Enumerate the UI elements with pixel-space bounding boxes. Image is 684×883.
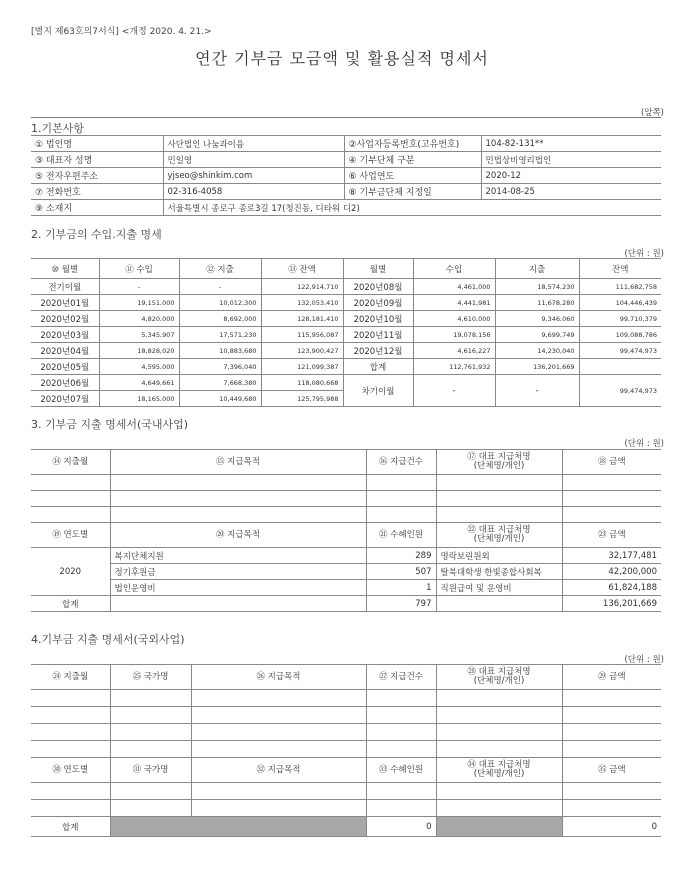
page-side-label: (앞쪽) — [640, 108, 664, 118]
header-row — [31, 259, 661, 279]
empty-row — [31, 491, 661, 507]
table-cell — [562, 707, 661, 724]
table-cell — [562, 800, 661, 817]
table-row — [31, 375, 661, 391]
field-label: ⑥ 사업연도 — [344, 168, 481, 184]
table-cell — [110, 507, 366, 523]
recipient-cell: 명락보린원외 — [436, 548, 562, 564]
amount-cell: 5,345,907 — [99, 327, 179, 343]
amount-cell: 7,396,040 — [179, 359, 261, 375]
section1-title: 1.기본사항 — [31, 122, 84, 135]
month-cell: 2020년03월 — [31, 327, 99, 343]
count-cell: 289 — [366, 548, 436, 564]
carry-balance: 99,474,973 — [579, 375, 661, 407]
table-cell — [31, 491, 110, 507]
amount-cell: 10,883,680 — [179, 343, 261, 359]
table-cell — [562, 724, 661, 741]
amount-cell: 8,692,000 — [179, 311, 261, 327]
total-label: 합계 — [31, 817, 110, 837]
table-row — [31, 295, 661, 311]
table-cell — [436, 596, 562, 612]
amount-cell: 121,099,387 — [261, 359, 343, 375]
section4-unit: (단위 : 원) — [624, 655, 664, 665]
month-cell: 합계 — [343, 359, 413, 375]
recipient-cell: 탈북대학생 한빛종합사회복 — [436, 564, 562, 580]
header-line: (단체명/개인) — [473, 769, 525, 779]
section3-unit: (단위 : 원) — [624, 439, 664, 449]
section2-title: 2. 기부금의 수입.지출 명세 — [31, 228, 162, 241]
column-header: ⑫ 지출 — [179, 259, 261, 279]
table-cell — [191, 724, 366, 741]
empty-row — [31, 690, 661, 707]
table-cell — [191, 707, 366, 724]
month-cell: 2020년11월 — [343, 327, 413, 343]
amount-cell: 7,668,380 — [179, 375, 261, 391]
table-row — [31, 279, 661, 295]
header-line: (단체명/개인) — [473, 461, 525, 471]
column-header: ㉜ 지급목적 — [191, 758, 366, 783]
column-header: ㉙ 금액 — [562, 665, 661, 690]
column-header: 수입 — [413, 259, 495, 279]
column-header: ㉑ 수혜인원 — [366, 523, 436, 548]
column-header — [436, 450, 562, 475]
column-header: ㉚ 연도별 — [31, 758, 110, 783]
section3-title: 3. 기부금 지출 명세서(국내사업) — [31, 418, 189, 431]
column-header: 잔액 — [579, 259, 661, 279]
amount-cell: 111,682,758 — [579, 279, 661, 295]
table-cell — [191, 741, 366, 758]
empty-row — [31, 800, 661, 817]
recipient-cell: 직원급여 및 운영비 — [436, 580, 562, 596]
column-header: ㉕ 국가명 — [110, 665, 191, 690]
column-header: ㉛ 국가명 — [110, 758, 191, 783]
column-header: ⑮ 지급목적 — [110, 450, 366, 475]
month-cell: 2020년01월 — [31, 295, 99, 311]
purpose-cell: 법인운영비 — [110, 580, 366, 596]
column-header: ⑪ 수입 — [99, 259, 179, 279]
amount-cell: 14,230,040 — [495, 343, 579, 359]
table-cell — [110, 475, 366, 491]
amount-cell: 32,177,481 — [562, 548, 661, 564]
month-cell: 2020년02월 — [31, 311, 99, 327]
table-cell — [366, 741, 436, 758]
table-cell — [366, 475, 436, 491]
month-cell: 2020년08월 — [343, 279, 413, 295]
month-cell: 2020년04월 — [31, 343, 99, 359]
amount-cell: 18,165,000 — [99, 391, 179, 407]
table-cell — [31, 690, 110, 707]
table-row — [31, 343, 661, 359]
field-label: ⑤ 전자우편주소 — [31, 168, 163, 184]
table-cell — [31, 741, 110, 758]
column-header: ㉖ 지급목적 — [191, 665, 366, 690]
empty-row — [31, 507, 661, 523]
document-title: 연간 기부금 모금액 및 활용실적 명세서 — [195, 49, 489, 68]
amount-cell: 136,201,669 — [495, 359, 579, 375]
amount-cell: 4,595,000 — [99, 359, 179, 375]
income-expense-table — [31, 258, 661, 407]
amount-cell: 4,461,000 — [413, 279, 495, 295]
field-label: ③ 대표자 성명 — [31, 152, 163, 168]
table-cell — [436, 690, 562, 707]
amount-cell: 17,571,230 — [179, 327, 261, 343]
count-cell: 507 — [366, 564, 436, 580]
header-row — [31, 758, 661, 783]
table-cell — [31, 507, 110, 523]
amount-cell: 122,914,710 — [261, 279, 343, 295]
section4-title: 4.기부금 지출 명세서(국외사업) — [31, 633, 185, 646]
column-header: 지출 — [495, 259, 579, 279]
table-cell — [436, 800, 562, 817]
field-value: 민법상비영리법인 — [481, 152, 661, 168]
column-header — [436, 758, 562, 783]
form-number: [별지 제63호의7서식] <개정 2020. 4. 21.> — [31, 27, 212, 37]
amount-cell: 4,616,227 — [413, 343, 495, 359]
amount-cell: 4,820,000 — [99, 311, 179, 327]
month-cell: 전기이월 — [31, 279, 99, 295]
info-row — [31, 184, 661, 200]
table-cell — [562, 507, 661, 523]
domestic-expense-table — [31, 449, 661, 612]
amount-cell: - — [179, 279, 261, 295]
column-header: ⑳ 지급목적 — [110, 523, 366, 548]
empty-row — [31, 783, 661, 800]
header-line: (단체명/개인) — [473, 534, 525, 544]
table-cell — [366, 690, 436, 707]
table-row — [31, 548, 661, 564]
table-cell — [31, 800, 110, 817]
table-cell — [436, 741, 562, 758]
table-cell — [366, 491, 436, 507]
table-cell — [31, 783, 110, 800]
section2-unit: (단위 : 원) — [624, 249, 664, 259]
column-header: ⑩ 월별 — [31, 259, 99, 279]
total-amount: 136,201,669 — [562, 596, 661, 612]
table-cell — [436, 724, 562, 741]
month-cell: 2020년06월 — [31, 375, 99, 391]
table-cell — [436, 507, 562, 523]
field-value: 2020-12 — [481, 168, 661, 184]
amount-cell: 99,710,379 — [579, 311, 661, 327]
amount-cell: 4,610,000 — [413, 311, 495, 327]
field-label: ① 법인명 — [31, 136, 163, 152]
empty-row — [31, 707, 661, 724]
amount-cell: 18,828,020 — [99, 343, 179, 359]
amount-cell: 118,080,668 — [261, 375, 343, 391]
field-value: 2014-08-25 — [481, 184, 661, 200]
basic-info-table — [31, 135, 661, 216]
purpose-cell: 복지단체지원 — [110, 548, 366, 564]
column-header: ⑭ 지출월 — [31, 450, 110, 475]
amount-cell: 4,441,981 — [413, 295, 495, 311]
table-cell — [366, 724, 436, 741]
column-header — [436, 523, 562, 548]
table-row — [31, 580, 661, 596]
amount-cell: - — [99, 279, 179, 295]
info-row — [31, 152, 661, 168]
table-cell — [110, 707, 191, 724]
total-row — [31, 817, 661, 837]
total-amount: 0 — [562, 817, 661, 837]
top-rule — [31, 117, 661, 118]
table-row — [31, 564, 661, 580]
header-row — [31, 523, 661, 548]
month-cell: 2020년10월 — [343, 311, 413, 327]
address-label: ⑨ 소재지 — [31, 200, 163, 216]
month-cell: 2020년09월 — [343, 295, 413, 311]
total-count: 797 — [366, 596, 436, 612]
amount-cell: 19,151,000 — [99, 295, 179, 311]
table-cell — [110, 800, 191, 817]
header-line: (단체명/개인) — [473, 676, 525, 686]
table-cell — [436, 475, 562, 491]
amount-cell: 123,900,427 — [261, 343, 343, 359]
column-header: ㉟ 금액 — [562, 758, 661, 783]
amount-cell: 19,078,156 — [413, 327, 495, 343]
column-header: ㉝ 수혜인원 — [366, 758, 436, 783]
table-cell — [562, 475, 661, 491]
field-value: 사단법인 나눔과이음 — [163, 136, 344, 152]
table-cell — [31, 724, 110, 741]
table-cell — [562, 783, 661, 800]
column-header: ㉔ 지출월 — [31, 665, 110, 690]
table-cell — [191, 690, 366, 707]
amount-cell: 109,088,786 — [579, 327, 661, 343]
table-cell — [366, 783, 436, 800]
total-row — [31, 596, 661, 612]
table-cell — [110, 491, 366, 507]
info-row — [31, 136, 661, 152]
table-cell — [562, 491, 661, 507]
amount-cell: 18,574,230 — [495, 279, 579, 295]
table-cell — [110, 724, 191, 741]
field-value: 민일영 — [163, 152, 344, 168]
amount-cell: 125,795,988 — [261, 391, 343, 407]
table-cell — [110, 690, 191, 707]
table-row — [31, 359, 661, 375]
field-label: ②사업자등록번호(고유번호) — [344, 136, 481, 152]
table-cell — [366, 800, 436, 817]
table-cell — [31, 707, 110, 724]
header-line: ㉒ 대표 지급처명 — [467, 525, 531, 535]
amount-cell: 42,200,000 — [562, 564, 661, 580]
overseas-expense-table — [31, 664, 661, 837]
field-value: 104-82-131** — [481, 136, 661, 152]
amount-cell: 9,699,749 — [495, 327, 579, 343]
table-cell — [110, 741, 191, 758]
shaded-cell — [110, 817, 366, 837]
amount-cell: 112,761,932 — [413, 359, 495, 375]
month-cell: 2020년07월 — [31, 391, 99, 407]
table-row — [31, 327, 661, 343]
table-cell — [562, 741, 661, 758]
field-label: ⑧ 기부금단체 지정일 — [344, 184, 481, 200]
amount-cell: 4,649,661 — [99, 375, 179, 391]
table-cell — [31, 475, 110, 491]
month-cell: 2020년05월 — [31, 359, 99, 375]
column-header: ⑲ 연도별 — [31, 523, 110, 548]
header-row — [31, 665, 661, 690]
column-header: ⑬ 잔액 — [261, 259, 343, 279]
amount-cell: 9,346,060 — [495, 311, 579, 327]
amount-cell: 10,012,300 — [179, 295, 261, 311]
header-line: ⑰ 대표 지급처명 — [467, 452, 531, 462]
header-line: ㉞ 대표 지급처명 — [467, 760, 531, 770]
amount-cell: 10,449,680 — [179, 391, 261, 407]
field-label: ④ 기부단체 구분 — [344, 152, 481, 168]
amount-cell: 104,446,439 — [579, 295, 661, 311]
column-header: ㉗ 지급건수 — [366, 665, 436, 690]
address-value: 서울특별시 종로구 종로3길 17(청진동, 디타워 디2) — [163, 200, 661, 216]
table-cell — [436, 783, 562, 800]
table-cell — [436, 491, 562, 507]
column-header: ⑯ 지급건수 — [366, 450, 436, 475]
table-cell — [191, 800, 366, 817]
carry-income: - — [413, 375, 495, 407]
table-cell — [366, 707, 436, 724]
count-cell: 1 — [366, 580, 436, 596]
amount-cell: 132,053,410 — [261, 295, 343, 311]
carry-expense: - — [495, 375, 579, 407]
amount-cell: 128,181,410 — [261, 311, 343, 327]
amount-cell — [579, 359, 661, 375]
table-cell — [436, 707, 562, 724]
month-cell: 2020년12월 — [343, 343, 413, 359]
column-header — [436, 665, 562, 690]
carry-label: 차기이월 — [343, 375, 413, 407]
shaded-cell — [436, 817, 562, 837]
field-value: yjseo@shinkim.com — [163, 168, 344, 184]
info-row — [31, 200, 661, 216]
table-cell — [191, 783, 366, 800]
amount-cell: 115,956,087 — [261, 327, 343, 343]
field-value: 02-316-4058 — [163, 184, 344, 200]
purpose-cell: 정기후원금 — [110, 564, 366, 580]
column-header: 월별 — [343, 259, 413, 279]
table-cell — [110, 596, 366, 612]
empty-row — [31, 724, 661, 741]
amount-cell: 61,824,188 — [562, 580, 661, 596]
empty-row — [31, 475, 661, 491]
field-label: ⑦ 전화번호 — [31, 184, 163, 200]
info-row — [31, 168, 661, 184]
amount-cell: 11,678,280 — [495, 295, 579, 311]
table-cell — [366, 507, 436, 523]
header-line: ㉘ 대표 지급처명 — [467, 667, 531, 677]
amount-cell: 99,474,973 — [579, 343, 661, 359]
table-cell — [110, 783, 191, 800]
total-count: 0 — [366, 817, 436, 837]
table-row — [31, 311, 661, 327]
total-label: 합계 — [31, 596, 110, 612]
header-row — [31, 450, 661, 475]
empty-row — [31, 741, 661, 758]
table-cell — [562, 690, 661, 707]
column-header: ㉓ 금액 — [562, 523, 661, 548]
year-cell: 2020 — [31, 548, 110, 596]
column-header: ⑱ 금액 — [562, 450, 661, 475]
